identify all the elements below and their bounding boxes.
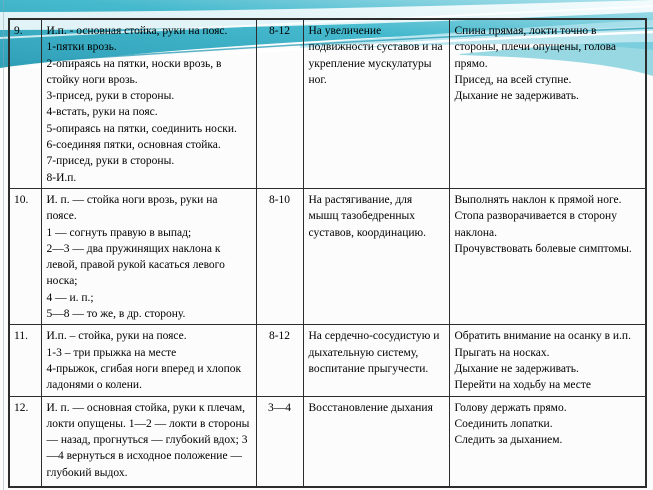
text-line: 5-опираясь на пятки, соединить носки. [46,122,237,135]
exercise-cell [41,188,256,324]
text-line: Голову держать прямо. [454,401,567,414]
text-line: 7-присед, руки в стороны. [46,155,175,168]
text-line: Выполнять наклон к прямой ноге. [454,193,622,206]
text-line: Следить за дыханием. [454,434,563,447]
table-row [9,188,646,324]
row-number-cell: 11. [9,325,41,396]
purpose-cell: На растягивание, для мышц тазобедренных суставов, координацию. [303,188,449,324]
text-line: 3-присед, руки в стороны. [46,90,175,103]
text-line: Дыхание не задерживать. [454,90,579,103]
notes-cell [449,325,646,396]
text-line: 4-встать, руки на пояс. [46,106,158,119]
text-line: Перейти на ходьбу на месте [454,379,592,392]
table-row [9,325,646,396]
text-line: Прочувствовать болевые симптомы. [454,242,632,255]
notes-cell [449,19,646,188]
text-line: Прыгать на носках. [454,346,550,359]
text-line: 2-опираясь на пятки, носки врозь, в стойку ноги врозь. [46,57,222,86]
dosage-cell: 8-12 [256,325,303,396]
purpose-cell: На сердечно-сосудистую и дыхательную систему, воспитание прыгучести. [303,325,449,396]
exercise-table-body [9,19,646,487]
purpose-cell: Восстановление дыхания [303,396,449,487]
row-number-cell: 9. [9,19,41,188]
exercise-table [8,18,647,488]
exercise-cell [41,19,256,188]
text-line: И. п. — стойка ноги врозь, руки на поясе. [46,193,218,223]
dosage-cell: 3—4 [256,396,303,487]
text-line: И.п. – стойка, руки на поясе. [46,330,187,343]
notes-cell [449,188,646,324]
text-line: 1-пятки врозь. [46,41,117,54]
text-line: 1-3 – три прыжка на месте [46,346,177,359]
row-number-cell: 10. [9,188,41,324]
row-number-cell: 12. [9,396,41,487]
text-line: 4 — и. п.; [46,291,94,304]
slide-edge-line [3,0,4,490]
text-line: Обратить внимание на осанку в и.п. [454,330,631,343]
text-line: Соединить лопатки. [454,417,553,430]
dosage-cell: 8-10 [256,188,303,324]
text-line: Дыхание не задерживать. [454,362,579,375]
text-line: И.п. - основная стойка, руки на пояс. [46,25,228,37]
exercise-cell [41,396,256,487]
text-line: 5—8 — то же, в др. сторону. [46,308,186,321]
purpose-cell: На увеличение подвижности суставов и на укрепление мускулатуры ног. [303,19,449,188]
text-line: 6-соединяя пятки, основная стойка. [46,139,221,152]
text-line: 4-прыжок, сгибая ноги вперед и хлопок ладонями о колени. [46,362,242,392]
text-line: 2—3 — два пружинящих наклона к левой, правой рукой касаться левого носка; [46,242,225,288]
text-line: Спина прямая, локти точно в стороны, плечи опущены, голова прямо. [454,25,617,70]
notes-cell [449,396,646,487]
text-line: И. п. — основная стойка, руки к плечам, локти опущены. 1—2 — локти в стороны — назад, прогнуться — глубокий вдох; 3—4 вернуться в исходное положение — глубокий выдох. [46,401,250,479]
exercise-cell [41,325,256,396]
text-line: Присед, на всей ступне. [454,73,572,86]
text-line: 8-И.п. [46,171,77,184]
table-row [9,19,646,188]
dosage-cell: 8-12 [256,19,303,188]
text-line: Стопа разворачивается в сторону наклона. [454,210,617,239]
table-row [9,396,646,487]
text-line: 1 — согнуть правую в выпад; [46,226,192,239]
